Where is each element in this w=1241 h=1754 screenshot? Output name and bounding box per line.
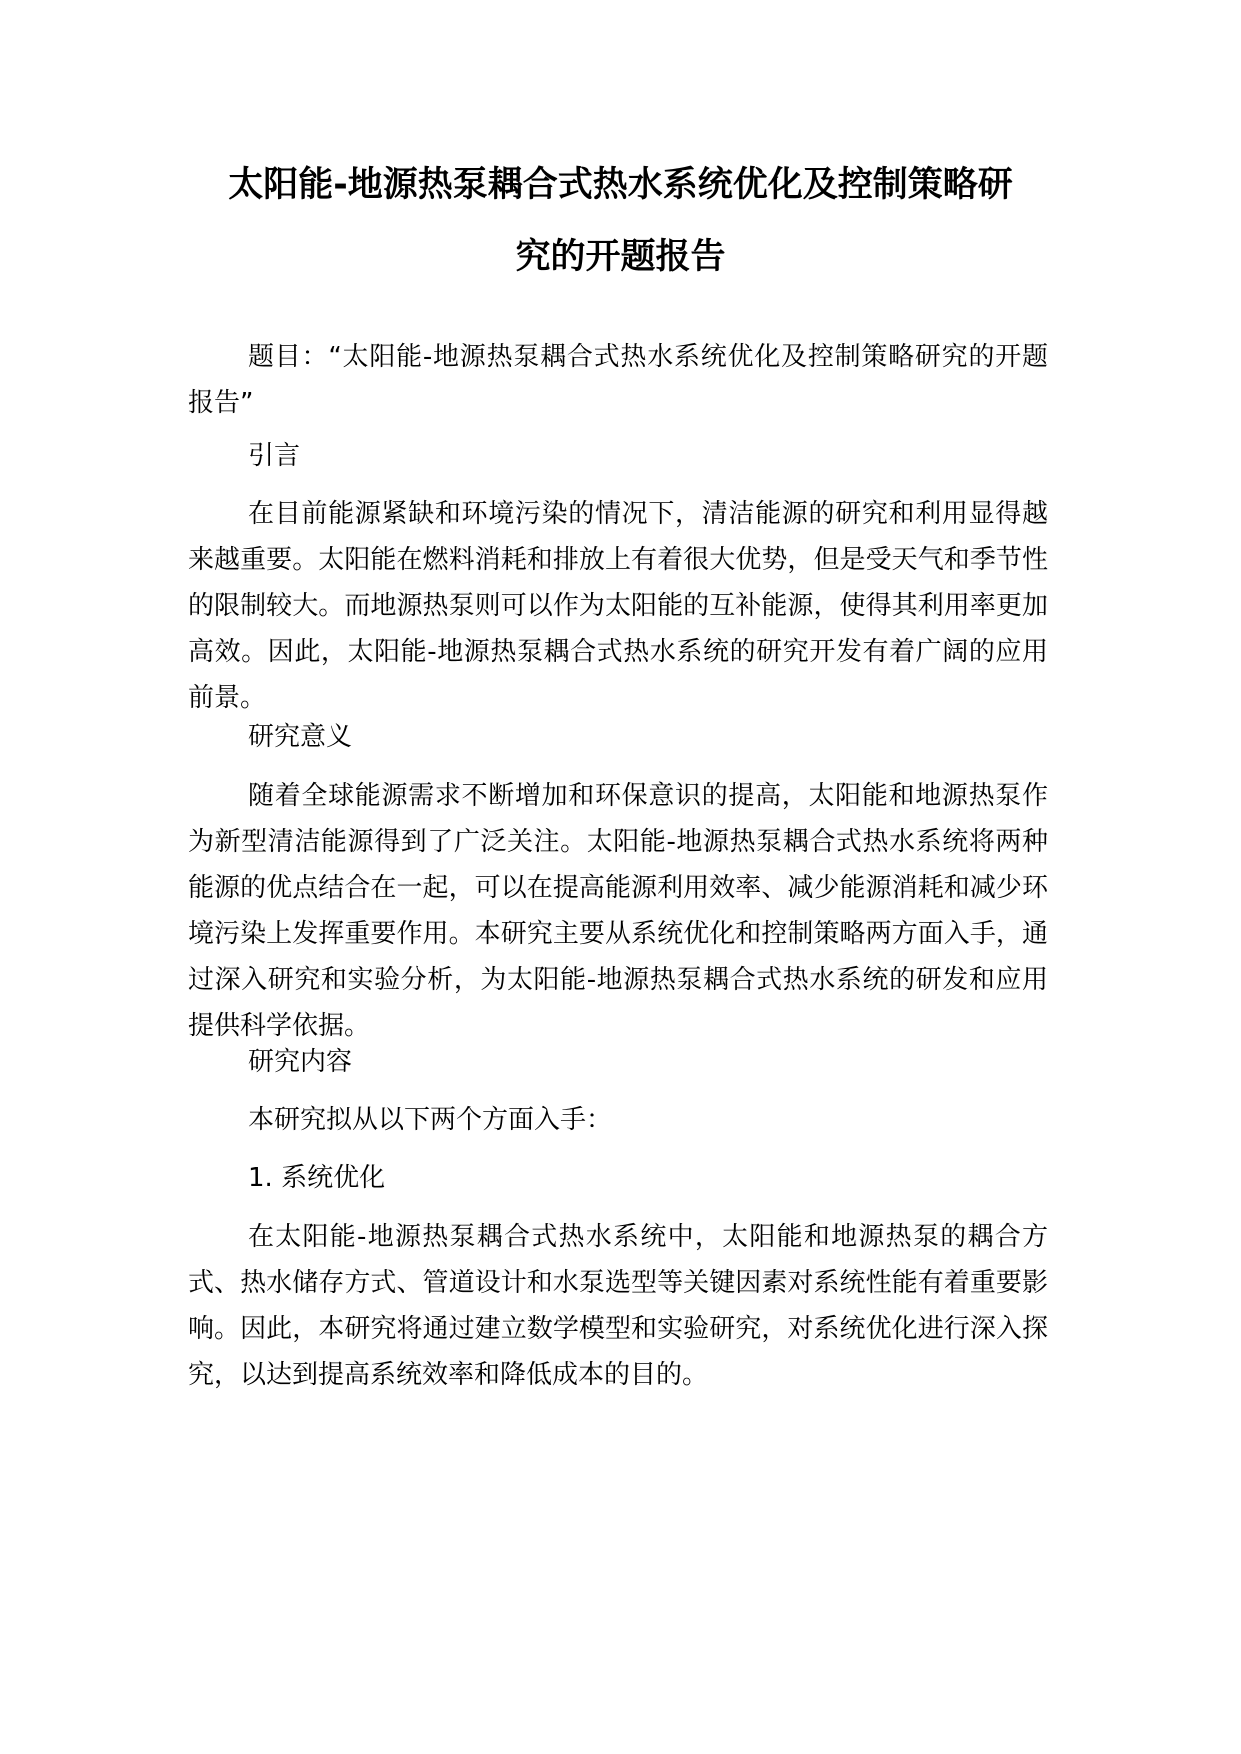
significance-paragraph: 随着全球能源需求不断增加和环保意识的提高，太阳能和地源热泵作为新型清洁能源得到了广泛关注。太阳能-地源热泵耦合式热水系统将两种能源的优点结合在一起，可以在提高能源利用效率、减少能源消耗和减少环境污染上发挥重要作用。本研究主要从系统优化和控制策略两方面入手，通过深入研究和实验分析，为太阳能-地源热泵耦合式热水系统的研发和应用提供科学依据。 <box>188 781 1048 1041</box>
intro-paragraph: 在目前能源紧缺和环境污染的情况下，清洁能源的研究和利用显得越来越重要。太阳能在燃料消耗和排放上有着很大优势，但是受天气和季节性的限制较大。而地源热泵则可以作为太阳能的互补能源，使得其利用率更加高效。因此，太阳能-地源热泵耦合式热水系统的研究开发有着广阔的应用前景。 <box>188 499 1048 713</box>
significance-heading: 研究意义 <box>248 722 353 752</box>
intro-heading: 引言 <box>248 441 301 471</box>
document-title-line1: 太阳能-地源热泵耦合式热水系统优化及控制策略研 <box>228 165 1013 205</box>
topic-paragraph: 题目：“太阳能-地源热泵耦合式热水系统优化及控制策略研究的开题报告” <box>188 342 1048 418</box>
item1-paragraph: 在太阳能-地源热泵耦合式热水系统中，太阳能和地源热泵的耦合方式、热水储存方式、管道设计和水泵选型等关键因素对系统性能有着重要影响。因此，本研究将通过建立数学模型和实验研究，对系统优化进行深入探究，以达到提高系统效率和降低成本的目的。 <box>188 1222 1048 1390</box>
item1-heading: 1. 系统优化 <box>248 1163 386 1193</box>
content-intro: 本研究拟从以下两个方面入手： <box>248 1105 613 1135</box>
document-title-line2: 究的开题报告 <box>515 237 726 277</box>
content-heading: 研究内容 <box>248 1047 353 1077</box>
